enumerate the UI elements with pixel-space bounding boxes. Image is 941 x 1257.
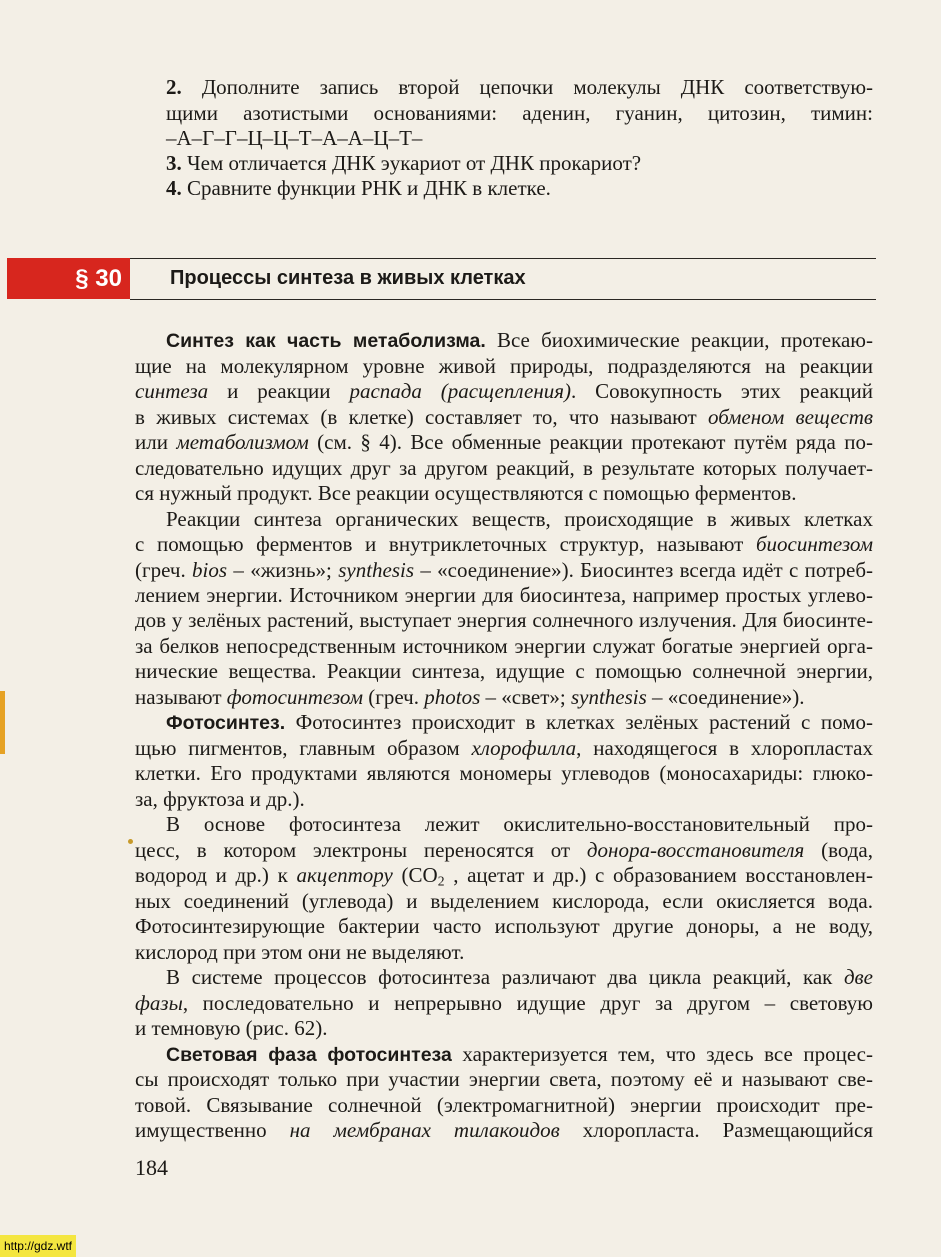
p5-line-1: В системе процессов фотосинтеза различают два цикла реакций, как две — [166, 965, 873, 989]
p6-line-3: товой. Связывание солнечной (электромагнитной) энергии происходит пре- — [135, 1093, 873, 1117]
p2-line-8: называют фотосинтезом (греч. photos – «свет»; synthesis – «соединение»). — [135, 685, 805, 709]
p1-line-2: щие на молекулярном уровне живой природы, подразделяются на реакции — [135, 354, 873, 378]
margin-dot — [128, 839, 133, 844]
p3-line-4: за, фруктоза и др.). — [135, 787, 305, 811]
p2-line-3: (греч. bios – «жизнь»; synthesis – «соединение»). Биосинтез всегда идёт с потреб- — [135, 558, 873, 582]
page-number: 184 — [135, 1155, 168, 1180]
question-2-line-3: –А–Г–Г–Ц–Ц–Т–А–А–Ц–Т– — [166, 126, 423, 150]
p3-line-3: клетки. Его продуктами являются мономеры углеводов (моносахариды: глюко- — [135, 761, 873, 785]
p4-line-2: цесс, в котором электроны переносятся от донора-восстановителя (вода, — [135, 838, 873, 862]
p2-line-6: за белков непосредственным источником энергии служат богатые энергией орга- — [135, 634, 873, 658]
p1-line-5: или метаболизмом (см. § 4). Все обменные реакции протекают путём ряда по- — [135, 430, 873, 454]
question-3: 3. Чем отличается ДНК эукариот от ДНК прокариот? — [166, 151, 642, 175]
question-4: 4. Сравните функции РНК и ДНК в клетке. — [166, 176, 551, 200]
p3-line-2: щью пигментов, главным образом хлорофилла, находящегося в хлоропластах — [135, 736, 873, 760]
section-number-badge: § 30 — [7, 258, 130, 299]
p6-line-1: Световая фаза фотосинтеза характеризуется тем, что здесь все процес- — [166, 1042, 873, 1066]
p5-line-2: фазы, последовательно и непрерывно идущие друг за другом – световую — [135, 991, 873, 1015]
p2-line-2: с помощью ферментов и внутриклеточных структур, называют биосинтезом — [135, 532, 873, 556]
question-2-line-2: щими азотистыми основаниями: аденин, гуанин, цитозин, тимин: — [166, 101, 873, 125]
p6-line-4: имущественно на мембранах тилакоидов хлоропласта. Размещающийся — [135, 1118, 873, 1142]
p4-line-5: Фотосинтезирующие бактерии часто используют другие доноры, а не воду, — [135, 914, 873, 938]
p4-line-1: В основе фотосинтеза лежит окислительно-восстановительный про- — [166, 812, 873, 836]
p2-line-4: лением энергии. Источником энергии для биосинтеза, например простых углево- — [135, 583, 873, 607]
page-edge-marker — [0, 691, 5, 754]
section-rule-bottom — [130, 299, 876, 300]
p6-line-2: сы происходят только при участии энергии света, поэтому её и называют све- — [135, 1067, 873, 1091]
question-2-line-1: 2. Дополните запись второй цепочки молекулы ДНК соответствую- — [166, 75, 873, 99]
section-title: Процессы синтеза в живых клетках — [170, 267, 526, 289]
p5-line-3: и темновую (рис. 62). — [135, 1016, 328, 1040]
p2-line-1: Реакции синтеза органических веществ, происходящие в живых клетках — [166, 507, 873, 531]
p2-line-5: дов у зелёных растений, выступает энергия солнечного излучения. Для биосинте- — [135, 608, 873, 632]
p1-line-3: синтеза и реакции распада (расщепления). Совокупность этих реакций — [135, 379, 873, 403]
p3-line-1: Фотосинтез. Фотосинтез происходит в клетках зелёных растений с помо- — [166, 710, 873, 734]
p2-line-7: нические вещества. Реакции синтеза, идущие с помощью солнечной энергии, — [135, 659, 873, 683]
watermark-link[interactable]: http://gdz.wtf — [0, 1235, 76, 1257]
p4-line-6: кислород при этом они не выделяют. — [135, 940, 465, 964]
p4-line-3: водород и др.) к акцептору ($CO_2$ , ацетат и др.) с образованием восстановлен- — [135, 863, 874, 889]
section-rule-top — [130, 258, 876, 259]
p1-line-1: Синтез как часть метаболизма. Все биохимические реакции, протекаю- — [166, 328, 873, 352]
p1-line-4: в живых системах (в клетке) составляет то, что называют обменом веществ — [135, 405, 874, 429]
p1-line-6: следовательно идущих друг за другом реакций, в результате которых получает- — [135, 456, 873, 480]
p4-line-4: ных соединений (углевода) и выделением кислорода, если окисляется вода. — [135, 889, 873, 913]
p1-line-7: ся нужный продукт. Все реакции осуществляются с помощью ферментов. — [135, 481, 797, 505]
